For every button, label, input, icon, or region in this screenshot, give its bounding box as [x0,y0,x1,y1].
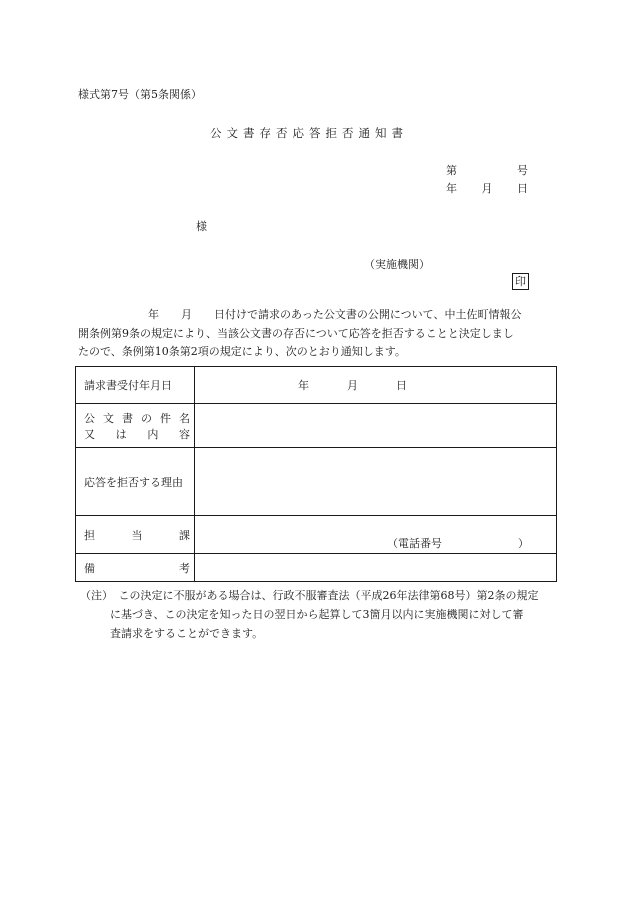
phone-label: （電話番号 [387,536,442,550]
table-row-request-date [76,367,557,404]
body-line: たので、条例第10条第2項の規定により、次のとおり通知します。 [78,345,406,358]
issue-month: 月 [481,182,493,195]
subject-label-line2: 又 は 内 容 [84,427,190,441]
request-day: 日 [396,379,407,392]
issue-day: 日 [517,182,528,195]
issue-year: 年 [446,182,457,195]
note-line: に基づき、この決定を知った日の翌日から起算して3箇月以内に実施機関に対して審 [110,608,524,621]
request-date-label: 請求書受付年月日 [84,379,172,392]
subject-value[interactable] [195,404,557,448]
notice-table [75,366,557,582]
table-row-remarks [76,554,557,582]
note-block [80,586,560,643]
reason-value[interactable] [195,448,557,516]
reason-label: 応答を拒否する理由 [84,475,183,489]
agency-label: （実施機関） [364,258,430,271]
note-line: （注） この決定に不服がある場合は、行政不服審査法（平成26年法律第68号）第2条の規定 [80,589,539,602]
issue-date [446,180,528,196]
remarks-label: 備 考 [84,561,190,575]
body-line: 開条例第9条の規定により、当該公文書の存否について応答を拒否することと決定しまし [78,326,514,340]
request-month: 月 [347,379,358,392]
request-date-value[interactable] [195,367,557,404]
addressee: 様 [196,220,207,233]
department-label: 担 当 課 [84,528,190,542]
subject-label-line1: 公 文 書 の 件 名 [84,411,190,425]
body-line: 年 月 日付けで請求のあった公文書の公開について、中土佐町情報公 [148,308,522,321]
form-number: 様式第7号（第5条関係） [78,88,202,101]
request-year: 年 [298,379,309,392]
table-row-department [76,516,557,554]
table-row-reason [76,448,557,516]
seal-box: 印 [512,273,529,290]
remarks-value[interactable] [195,554,557,582]
reference-go: 号 [517,164,528,177]
note-line: 査請求をすることができます。 [110,627,264,640]
body-text [78,306,558,362]
phone-close: ） [518,536,529,550]
document-title: 公文書存否応答拒否通知書 [210,126,408,140]
reference-number [446,162,528,178]
department-value[interactable] [195,516,557,554]
table-row-subject [76,404,557,448]
reference-dai: 第 [446,164,457,177]
